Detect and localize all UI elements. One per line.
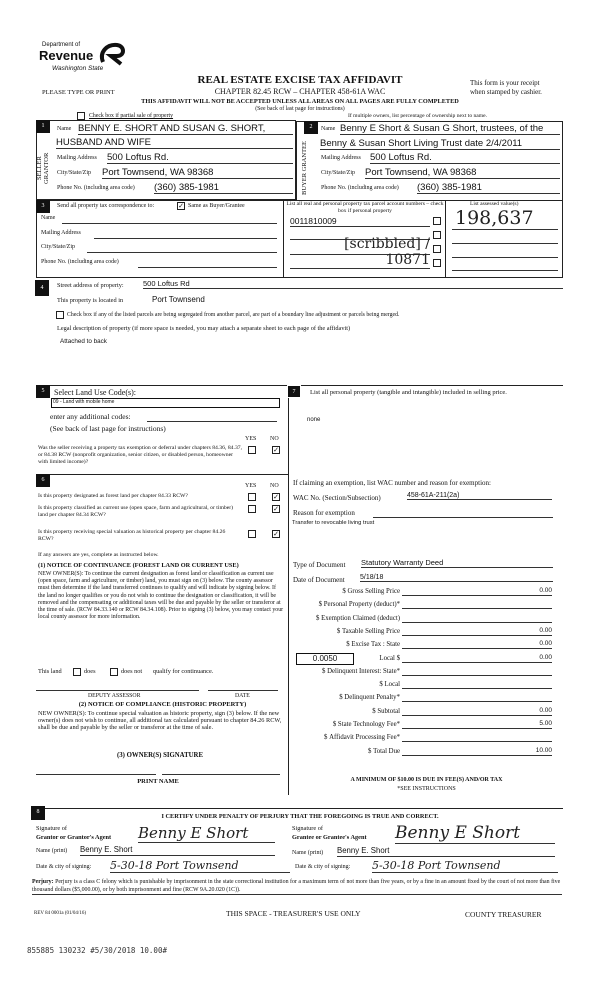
legal-value[interactable]: Attached to back (60, 338, 107, 345)
corr-mail-label: Mailing Address (41, 230, 81, 236)
grantee-sig-label-2: Grantee or Grantee's Agent (292, 834, 367, 841)
dept-line1: Department of (42, 42, 81, 48)
historic-no-checkbox[interactable]: ✓ (273, 530, 279, 538)
section-7-number: 7 (287, 385, 301, 398)
section-5-number: 5 (36, 385, 50, 398)
receipt-note-2: when stamped by cashier. (470, 88, 542, 96)
does-not-checkbox[interactable] (110, 668, 118, 676)
street-field[interactable]: 500 Loftus Rd (143, 279, 563, 289)
perjury-text: Perjury is a class C felony which is punishable by imprisonment in the state correctional institution for a maximum term of not more than five years, or by a fine in an amount fixed by the court of not more than five thousand dollars ($5,000.00), or by both imprisonment and fine (RCW 9A.20.020 (1C)). (32, 879, 561, 893)
assessed-line (452, 257, 558, 258)
doc-date-field[interactable]: 5/18/18 (360, 574, 553, 582)
corr-phone-label: Phone No. (including area code) (41, 259, 119, 265)
additional-codes-field[interactable] (147, 421, 277, 422)
partial-sale-checkbox[interactable] (77, 112, 85, 120)
wac-field[interactable]: 458-61A-211(2a) (407, 492, 552, 500)
seller-city-field[interactable]: Port Townsend, WA 98368 (102, 167, 293, 179)
warning: THIS AFFIDAVIT WILL NOT BE ACCEPTED UNLESS ALL AREAS ON ALL PAGES ARE FULLY COMPLETED (141, 98, 459, 105)
fee-value[interactable]: 0.00 (402, 587, 552, 596)
treasurer-use: THIS SPACE - TREASURER'S USE ONLY (226, 909, 361, 918)
buyer-name-field-2[interactable]: Benny & Susan Short Living Trust date 2/4/2011 (320, 138, 560, 150)
parcel-field-1[interactable]: 0011810009 (290, 216, 430, 227)
receipt-note-1: This form is your receipt (470, 79, 540, 87)
grantor-sig-label-1: Signature of (36, 825, 67, 832)
this-land-label: This land (38, 668, 62, 675)
local-rate-field[interactable]: 0.0050 (296, 653, 354, 665)
notice-continuance-title: (1) NOTICE OF CONTINUANCE (FOREST LAND OR CURRENT USE) (38, 562, 239, 569)
seller-side-label: SELLER GRANTOR (36, 152, 50, 184)
buyer-phone-label: Phone No. (including area code) (321, 185, 399, 191)
grantor-signature[interactable]: Benny E Short (138, 824, 275, 843)
grantor-sig-label-2: Grantor or Grantor's Agent (36, 834, 112, 841)
seller-mail-label: Mailing Address (57, 155, 97, 161)
notice-continuance-text: NEW OWNER(S): To continue the current designation as forest land or classification as current use (open space, farm and agriculture, or timber) land, you must sign on (3) below. The county assessor must then determine if the land transferred continues to qualify and will indicate by signing below. If the land no longer qualifies or you do not wish to continue the designation or classification, it will be removed and the compensating or additional taxes will be due and payable by the seller or transferor at the time of sale. (RCW 84.33.140 or RCW 84.34.108). Prior to signing (3) below, you may contact your local county assessor for more information. (38, 571, 284, 621)
fee-label: Excise Tax : State $ (346, 641, 400, 649)
divider (445, 200, 446, 278)
reason-line (373, 517, 553, 518)
form-number: REV 84 0001a (01/04/16) (34, 911, 86, 916)
does-not-label: does not (121, 668, 143, 675)
corr-name-label: Name (41, 215, 56, 221)
fee-label: *Affidavit Processing Fee $ (324, 734, 400, 742)
deputy-assessor-label: DEPUTY ASSESSOR (88, 693, 141, 699)
does-label: does (84, 668, 96, 675)
section-8-number: 8 (31, 806, 45, 820)
seller-city-label: City/State/Zip (57, 170, 91, 176)
reason-label: Reason for exemption (293, 509, 355, 517)
same-as-buyer-label: Same as Buyer/Grantee (188, 203, 245, 209)
does-checkbox[interactable] (73, 668, 81, 676)
wac-label: WAC No. (Section/Subsection) (293, 494, 381, 502)
fee-value[interactable] (402, 733, 552, 742)
seller-name-field[interactable]: BENNY E. SHORT AND SUSAN G. SHORT, (78, 123, 293, 135)
doc-date-label: Date of Document (293, 576, 345, 584)
current-use-no-checkbox[interactable]: ✓ (273, 505, 279, 513)
fee-label: Local $ (379, 654, 400, 662)
owner-signature-line[interactable] (36, 774, 156, 775)
chapter-line: CHAPTER 82.45 RCW – CHAPTER 458-61A WAC (214, 87, 386, 96)
personal-property-checkbox-3[interactable] (433, 245, 441, 253)
divider (36, 808, 563, 809)
fee-label: Local $ (379, 681, 400, 689)
grantee-date-label: Date & city of signing: (295, 864, 351, 870)
fee-value[interactable] (402, 693, 552, 702)
seller-mail-field[interactable]: 500 Loftus Rd. (107, 152, 293, 164)
assessed-line (452, 243, 558, 244)
divider (288, 385, 289, 795)
dept-logo-text: Revenue (39, 48, 94, 63)
fee-value[interactable]: 10.00 (402, 747, 552, 756)
current-use-yes-checkbox[interactable] (248, 505, 256, 513)
corr-city-field[interactable] (87, 252, 277, 253)
grantee-name-field[interactable]: Benny E. Short (337, 846, 555, 857)
fee-value[interactable]: 0.00 (402, 707, 552, 716)
date-label: DATE (235, 693, 250, 699)
seller-name-label: Name (57, 126, 72, 132)
minimum-note: A MINIMUM OF $10.00 IS DUE IN FEE(S) AND/OR TAX (350, 777, 503, 783)
buyer-mail-label: Mailing Address (321, 155, 361, 161)
cashier-stamp: 855885 130232 #5/30/2018 10.00# (27, 946, 167, 955)
located-label: This property is located in (57, 297, 124, 304)
current-use-question: Is this property classified as current use (open space, farm and agricultural, or timber) land per chapter 84.34 RCW? (38, 505, 234, 518)
grantor-date-label: Date & city of signing: (36, 864, 92, 870)
fee-label: Gross Selling Price $ (342, 588, 400, 595)
assessed-line (452, 229, 558, 230)
parcel-field-4[interactable] (290, 268, 430, 269)
divider (283, 200, 284, 278)
located-value[interactable]: Port Townsend (152, 295, 205, 304)
land-use-see-back: (See back of last page for instructions) (50, 424, 166, 433)
perjury-bold: Perjury: (32, 879, 54, 885)
assessed-value-handwritten[interactable]: 198,637 (455, 207, 534, 229)
grantee-name-label: Name (print) (292, 850, 324, 856)
section-2-number: 2 (304, 121, 318, 134)
perjury-note (32, 878, 562, 895)
divider (36, 474, 288, 475)
fee-value[interactable] (402, 600, 552, 609)
personal-property-checkbox-1[interactable] (433, 217, 441, 225)
handwritten-parcel: [scribbled] / 10871 (344, 236, 430, 268)
grantee-sig-label-1: Signature of (292, 825, 323, 832)
street-label: Street address of property: (57, 282, 124, 289)
fee-label: *Delinquent Interest: State $ (322, 667, 400, 675)
forest-question: Is this property designated as forest land per chapter 84.33 RCW? (38, 493, 188, 499)
exemption-no-checkbox[interactable]: ✓ (273, 446, 279, 454)
corr-city-label: City/State/Zip (41, 244, 75, 250)
partial-sale-label: Check box if partial sale of property (89, 113, 174, 119)
buyer-city-field[interactable]: Port Townsend, WA 98368 (365, 167, 560, 179)
certify-statement: I CERTIFY UNDER PENALTY OF PERJURY THAT THE FOREGOING IS TRUE AND CORRECT. (161, 813, 439, 820)
fee-value[interactable] (402, 680, 552, 689)
deputy-assessor-line[interactable] (36, 690, 199, 691)
owner-signature-line-2[interactable] (162, 774, 280, 775)
doc-type-field[interactable]: Statutory Warranty Deed (361, 558, 553, 568)
no-header: NO (270, 483, 279, 489)
fee-value[interactable] (402, 667, 552, 676)
fee-label: Exemption Claimed (deduct) $ (315, 614, 400, 622)
corr-phone-field[interactable] (138, 267, 277, 268)
additional-codes-label: enter any additional codes: (50, 412, 131, 421)
exemption-yes-checkbox[interactable] (248, 446, 256, 454)
exemption-claim-label: If claiming an exemption, list WAC number and reason for exemption: (293, 479, 491, 487)
qualify-label: qualify for continuance. (153, 668, 214, 675)
fee-value[interactable]: 0.00 (402, 640, 552, 649)
section-6-number: 6 (36, 474, 50, 487)
fee-label: *State Technology Fee $ (332, 721, 400, 728)
correspondence-label: Send all property tax correspondence to: (57, 203, 155, 209)
date-line[interactable] (208, 690, 278, 691)
personal-property-checkbox-2[interactable] (433, 231, 441, 239)
fee-label: *Delinquent Penalty $ (339, 694, 400, 702)
exemption-question: Was the seller receiving a property tax exemption or deferral under chapters 84.36, 84.37, or 84.38 RCW (nonprofit organization, senior citizen, or disabled person, homeowner with limited income)? (38, 445, 243, 465)
grantor-name-field[interactable]: Benny E. Short (80, 845, 275, 856)
historic-question: Is this property receiving special valuation as historical property per chapter 84.26 RCW? (38, 529, 226, 542)
see-back: (See back of last page for instructions) (255, 106, 345, 112)
corr-mail-field[interactable] (94, 238, 277, 239)
section-3-number: 3 (36, 200, 50, 213)
buyer-city-label: City/State/Zip (321, 170, 355, 176)
personal-property-checkbox-4[interactable] (433, 259, 441, 267)
reason-field[interactable]: Transfer to revocable living trust (292, 520, 375, 526)
land-use-select[interactable]: 09 - Land with mobile home (51, 398, 280, 408)
buyer-name-label: Name (321, 126, 336, 132)
please-type: PLEASE TYPE OR PRINT (42, 89, 115, 96)
personal-property-value[interactable]: none (307, 417, 321, 423)
segregated-checkbox[interactable] (56, 311, 64, 319)
dept-line3: Washington State (52, 65, 104, 72)
yes-header: YES (245, 436, 257, 442)
owner-signature-label: (3) OWNER(S) SIGNATURE (117, 752, 203, 759)
if-yes-note: If any answers are yes, complete as instructed below. (38, 552, 159, 558)
fee-label: *Personal Property (deduct) $ (318, 601, 400, 609)
yes-header: YES (245, 483, 257, 489)
notice-compliance-text: NEW OWNER(S): To continue special valuation as historic property, sign (3) below. If the new owner(s) does not wish to continue, all additional tax calculated pursuant to chapter 84.26 RCW, shall be due and payable by the seller or transferor at the time of sale. (38, 710, 282, 731)
seller-phone-field[interactable]: (360) 385-1981 (154, 182, 293, 194)
doc-type-label: Type of Document (293, 561, 346, 569)
forest-no-checkbox[interactable]: ✓ (273, 493, 279, 501)
section-1-number: 1 (36, 120, 50, 133)
county-treasurer: COUNTY TREASURER (465, 910, 542, 919)
buyer-phone-field[interactable]: (360) 385-1981 (417, 182, 560, 194)
no-header: NO (270, 436, 279, 442)
legal-label: Legal description of property (if more space is needed, you may attach a separate sheet to each page of the affidavit) (57, 325, 351, 332)
buyer-name-field[interactable]: Benny E Short & Susan G Short, trustees, of the (340, 123, 560, 135)
historic-yes-checkbox[interactable] (248, 530, 256, 538)
revenue-logo-icon (97, 42, 127, 66)
buyer-mail-field[interactable]: 500 Loftus Rd. (370, 152, 560, 164)
buyer-side-label: BUYER GRANTEE (301, 141, 308, 195)
fee-label: Subtotal $ (372, 707, 400, 715)
fee-value[interactable]: 5.00 (402, 720, 552, 729)
seller-name-field-2[interactable]: HUSBAND AND WIFE (56, 137, 293, 149)
see-instructions: *SEE INSTRUCTIONS (397, 786, 456, 792)
grantor-date-field[interactable]: 5-30-18 Port Townsend (110, 859, 290, 873)
segregated-label: Check box if any of the listed parcels are being segregated from another parcel, are part of a boundary line adjustment or parcels being merged. (67, 312, 400, 318)
same-as-buyer-checkbox[interactable]: ✓ (178, 202, 184, 210)
land-use-label: Select Land Use Code(s): (54, 388, 136, 397)
fee-label: Total Due $ (367, 747, 400, 755)
personal-property-label: List all personal property (tangible and intangible) included in selling price. (310, 389, 507, 396)
section-4-number: 4 (35, 280, 49, 296)
print-name-label: PRINT NAME (137, 778, 179, 785)
grantee-date-field[interactable]: 5-30-18 Port Townsend (372, 859, 558, 873)
fee-value[interactable]: 0.00 (402, 627, 552, 636)
grantee-signature[interactable]: Benny E Short (395, 823, 555, 844)
seller-phone-label: Phone No. (including area code) (57, 185, 135, 191)
assessed-values-header: List assessed value(s) (470, 201, 519, 207)
forest-yes-checkbox[interactable] (248, 493, 256, 501)
fee-value[interactable]: 0.00 (402, 654, 552, 663)
fee-label: Taxable Selling Price $ (336, 627, 400, 635)
multiple-owners-note: If multiple owners, list percentage of ownership next to name. (348, 113, 488, 119)
fee-value[interactable] (402, 614, 552, 623)
assessed-line (452, 270, 558, 271)
notice-compliance-title: (2) NOTICE OF COMPLIANCE (HISTORIC PROPERTY) (78, 701, 247, 708)
parcel-header: List all real and personal property tax parcel account numbers – check box if personal property (286, 201, 444, 214)
corr-name-field[interactable] (62, 223, 277, 224)
grantor-name-label: Name (print) (36, 848, 68, 854)
form-title: REAL ESTATE EXCISE TAX AFFIDAVIT (197, 74, 403, 86)
